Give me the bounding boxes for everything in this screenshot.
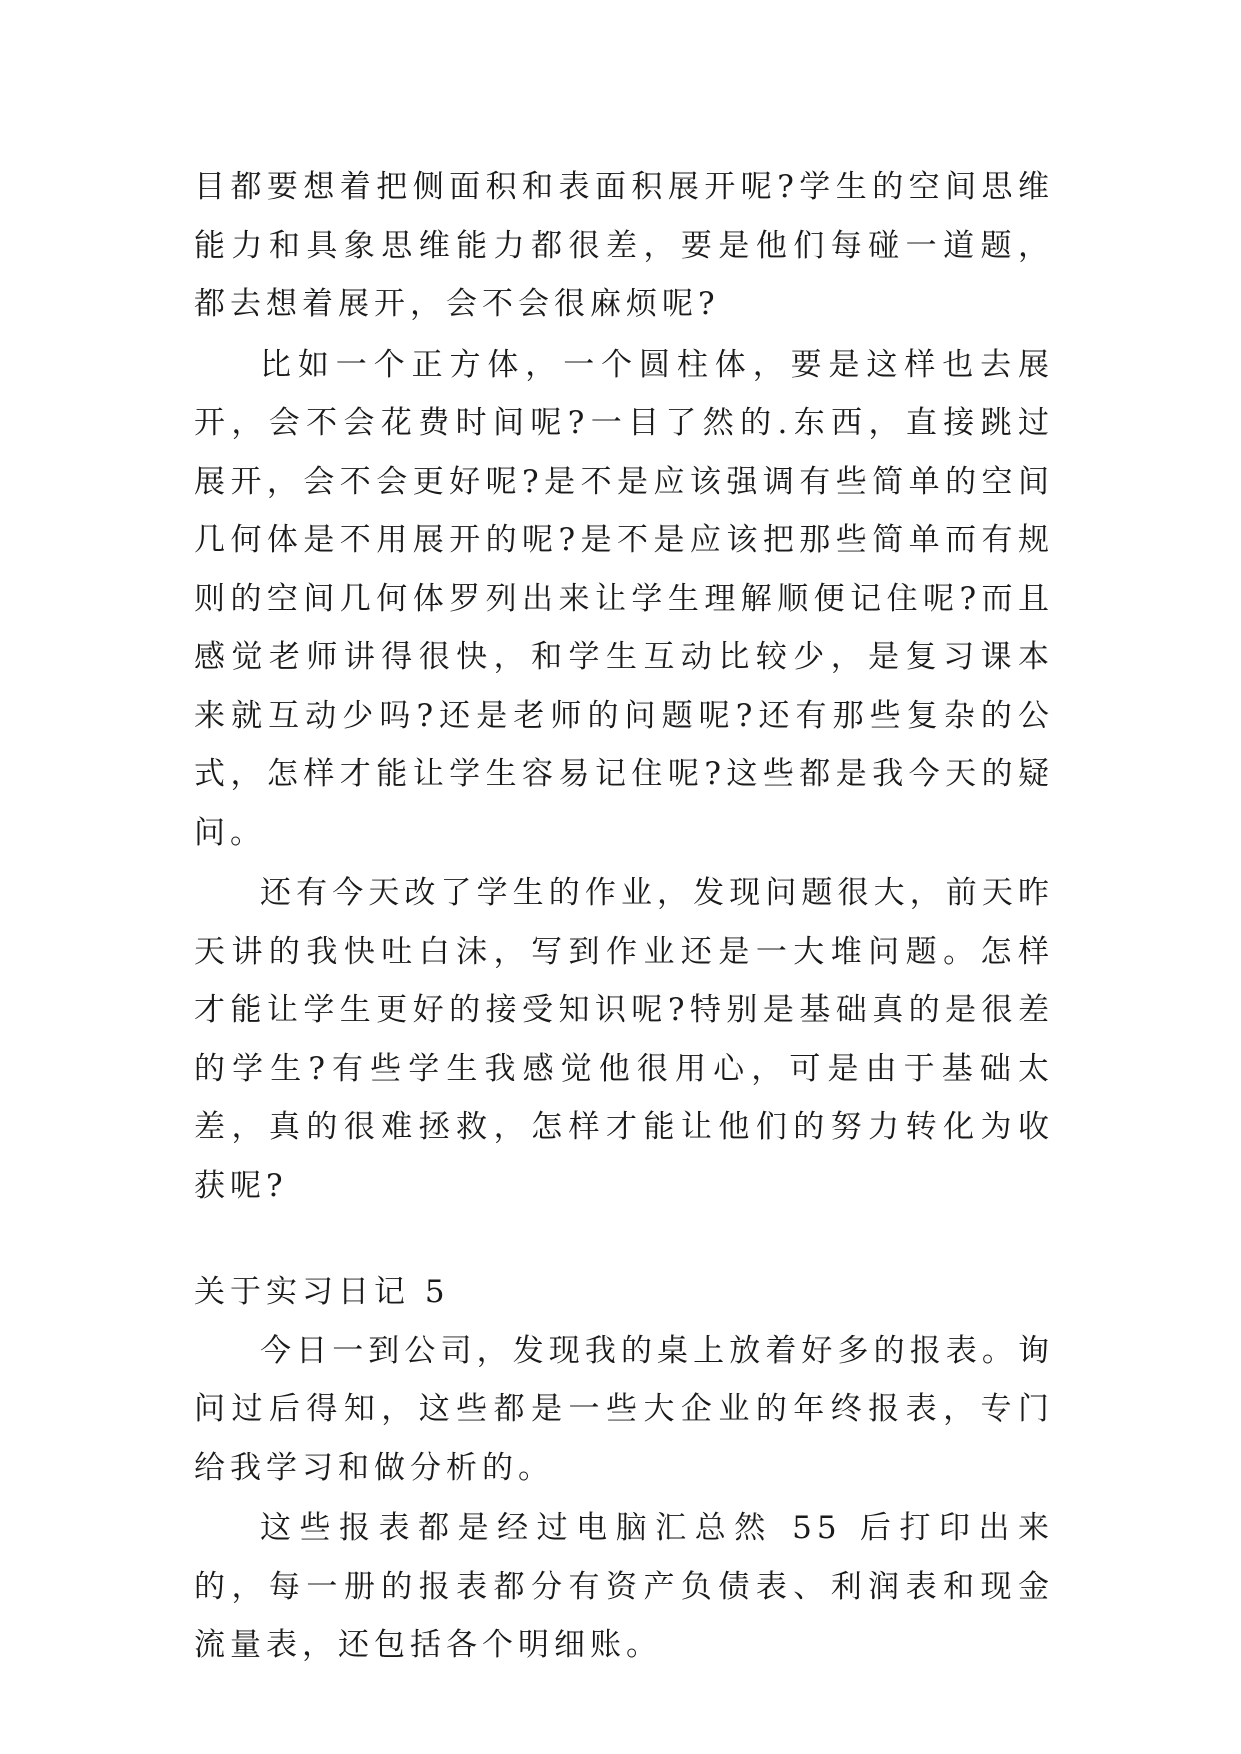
document-page: [194, 158, 1054, 1677]
paragraph-2: 比如一个正方体，一个圆柱体，要是这样也去展开，会不会花费时间呢?一目了然的.东西，直接跳过展开，会不会更好呢?是不是应该强调有些简单的空间几何体是不用展开的呢?是不是应该把那些简单而有规则的空间几何体罗列出来让学生理解顺便记住呢?而且感觉老师讲得很快，和学生互动比较少，是复习课本来就互动少吗?还是老师的问题呢?还有那些复杂的公式，怎样才能让学生容易记住呢?这些都是我今天的疑问。: [194, 346, 1054, 851]
paragraph-3: 还有今天改了学生的作业，发现问题很大，前天昨天讲的我快吐白沫，写到作业还是一大堆问题。怎样才能让学生更好的接受知识呢?特别是基础真的是很差的学生?有些学生我感觉他很用心，可是由于基础太差，真的很难拯救，怎样才能让他们的努力转化为收获呢?: [194, 875, 1054, 1204]
section-heading: 关于实习日记 5: [194, 1274, 450, 1310]
paragraph-1: 目都要想着把侧面积和表面积展开呢?学生的空间思维能力和具象思维能力都很差，要是他们每碰一道题，都去想着展开，会不会很麻烦呢?: [194, 169, 1054, 322]
paragraph-4: 今日一到公司，发现我的桌上放着好多的报表。询问过后得知，这些都是一些大企业的年终报表，专门给我学习和做分析的。: [194, 1332, 1054, 1486]
paragraph-5: 这些报表都是经过电脑汇总然 55 后打印出来的，每一册的报表都分有资产负债表、利润表和现金流量表，还包括各个明细账。: [194, 1510, 1054, 1663]
